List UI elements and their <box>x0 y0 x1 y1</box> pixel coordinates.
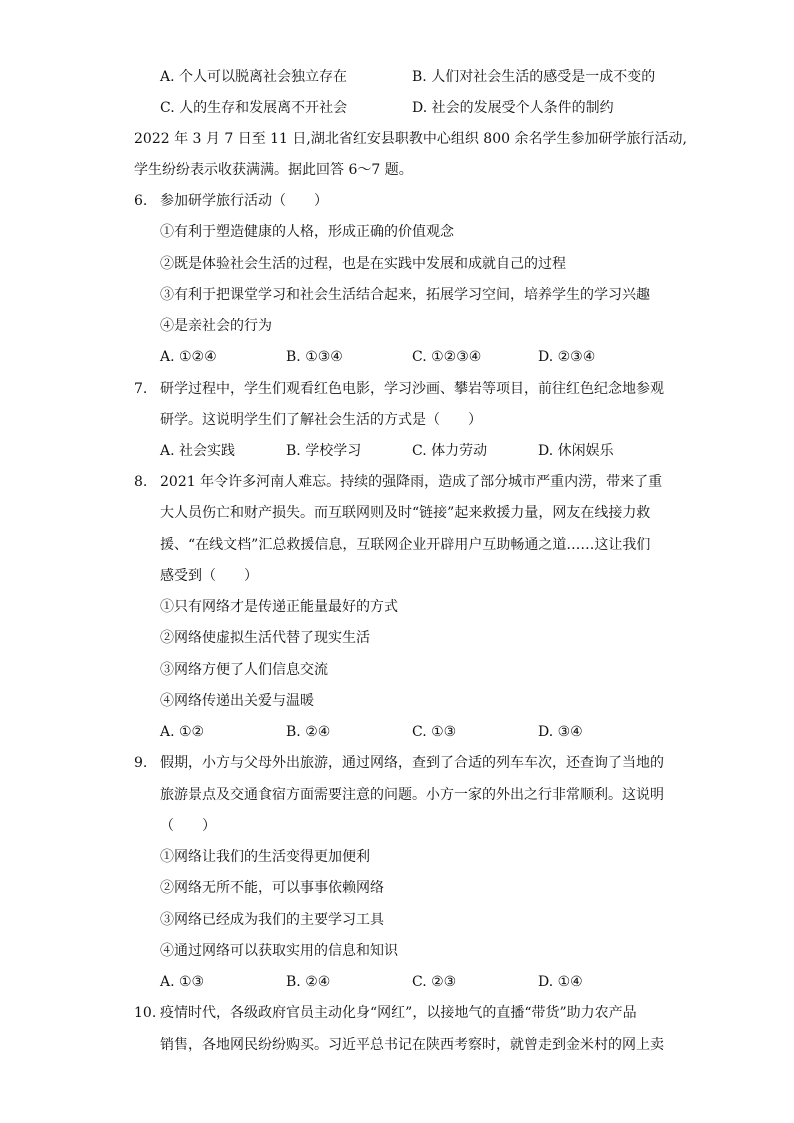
q5-option-a[interactable]: A. 个人可以脱离社会独立存在 <box>160 69 348 85</box>
q9-stem-line-3: （ ） <box>160 818 216 834</box>
q6-option-a[interactable]: A. ①②④ <box>160 349 217 365</box>
q8-stem-line-3: 援、“在线文档”汇总救援信息，互联网企业开辟用户互助畅通之道……这让我们 <box>160 537 651 553</box>
q10-number: 10. <box>134 1005 157 1021</box>
q9-number: 9. <box>134 755 148 771</box>
q5-option-d[interactable]: D. 社会的发展受个人条件的制约 <box>412 100 614 116</box>
q9-item-1: ①网络让我们的生活变得更加便利 <box>160 849 370 865</box>
q8-item-2: ②网络使虚拟生活代替了现实生活 <box>160 630 370 646</box>
q8-stem-line-2: 大人员伤亡和财产损失。而互联网则及时“链接”起来救援力量，网友在线接力救 <box>160 505 651 521</box>
q9-option-d[interactable]: D. ①④ <box>538 974 583 990</box>
q6-stem: 参加研学旅行活动（ ） <box>160 193 328 209</box>
q6-option-c[interactable]: C. ①②③④ <box>412 349 482 365</box>
q7-option-a[interactable]: A. 社会实践 <box>160 443 236 459</box>
q8-option-c[interactable]: C. ①③ <box>412 724 457 740</box>
q6-item-1: ①有利于塑造健康的人格，形成正确的价值观念 <box>160 224 454 240</box>
q9-option-b[interactable]: B. ②④ <box>286 974 331 990</box>
q6-option-b[interactable]: B. ①③④ <box>286 349 343 365</box>
q8-stem-line-4: 感受到（ ） <box>160 568 258 584</box>
q7-option-d[interactable]: D. 休闲娱乐 <box>538 443 614 459</box>
q9-item-3: ③网络已经成为我们的主要学习工具 <box>160 912 384 928</box>
q9-stem-line-2: 旅游景点及交通食宿方面需要注意的问题。小方一家的外出之行非常顺利。这说明 <box>160 787 664 803</box>
q7-stem-line-2: 研学。这说明学生们了解社会生活的方式是（ ） <box>160 412 482 428</box>
q6-item-2: ②既是体验社会生活的过程，也是在实践中发展和成就自己的过程 <box>160 256 566 272</box>
q8-item-1: ①只有网络才是传递正能量最好的方式 <box>160 599 398 615</box>
q10-stem-line-1: 疫情时代，各级政府官员主动化身“网红”，以接地气的直播“带货”助力农产品 <box>160 1005 637 1021</box>
q7-option-b[interactable]: B. 学校学习 <box>286 443 362 459</box>
q7-number: 7. <box>134 381 148 397</box>
q6-item-3: ③有利于把课堂学习和社会生活结合起来，拓展学习空间，培养学生的学习兴趣 <box>160 287 650 303</box>
q6-item-4: ④是亲社会的行为 <box>160 318 272 334</box>
q8-option-a[interactable]: A. ①② <box>160 724 205 740</box>
q9-item-2: ②网络无所不能，可以事事依赖网络 <box>160 880 384 896</box>
q5-option-c[interactable]: C. 人的生存和发展离不开社会 <box>160 100 348 116</box>
q9-item-4: ④通过网络可以获取实用的信息和知识 <box>160 943 398 959</box>
q8-item-3: ③网络方便了人们信息交流 <box>160 662 328 678</box>
q8-option-d[interactable]: D. ③④ <box>538 724 583 740</box>
intro-line-1: 2022 年 3 月 7 日至 11 日,湖北省红安县职教中心组织 800 余名学生参加研学旅行活动, <box>134 131 687 147</box>
q8-item-4: ④网络传递出关爱与温暖 <box>160 693 314 709</box>
q9-option-c[interactable]: C. ②③ <box>412 974 457 990</box>
q6-number: 6. <box>134 193 148 209</box>
q8-option-b[interactable]: B. ②④ <box>286 724 331 740</box>
q7-option-c[interactable]: C. 体力劳动 <box>412 443 488 459</box>
q7-stem-line-1: 研学过程中，学生们观看红色电影，学习沙画、攀岩等项目，前往红色纪念地参观 <box>160 381 664 397</box>
q8-stem-line-1: 2021 年令许多河南人难忘。持续的强降雨，造成了部分城市严重内涝，带来了重 <box>160 474 663 490</box>
intro-line-2: 学生纷纷表示收获满满。据此回答 6～7 题。 <box>134 162 413 178</box>
q5-option-b[interactable]: B. 人们对社会生活的感受是一成不变的 <box>412 69 656 85</box>
q8-number: 8. <box>134 474 148 490</box>
q6-option-d[interactable]: D. ②③④ <box>538 349 596 365</box>
q9-option-a[interactable]: A. ①③ <box>160 974 205 990</box>
q10-stem-line-2: 销售，各地网民纷纷购买。习近平总书记在陕西考察时，就曾走到金米村的网上卖 <box>160 1037 664 1053</box>
q9-stem-line-1: 假期，小方与父母外出旅游，通过网络，查到了合适的列车车次，还查询了当地的 <box>160 755 664 771</box>
